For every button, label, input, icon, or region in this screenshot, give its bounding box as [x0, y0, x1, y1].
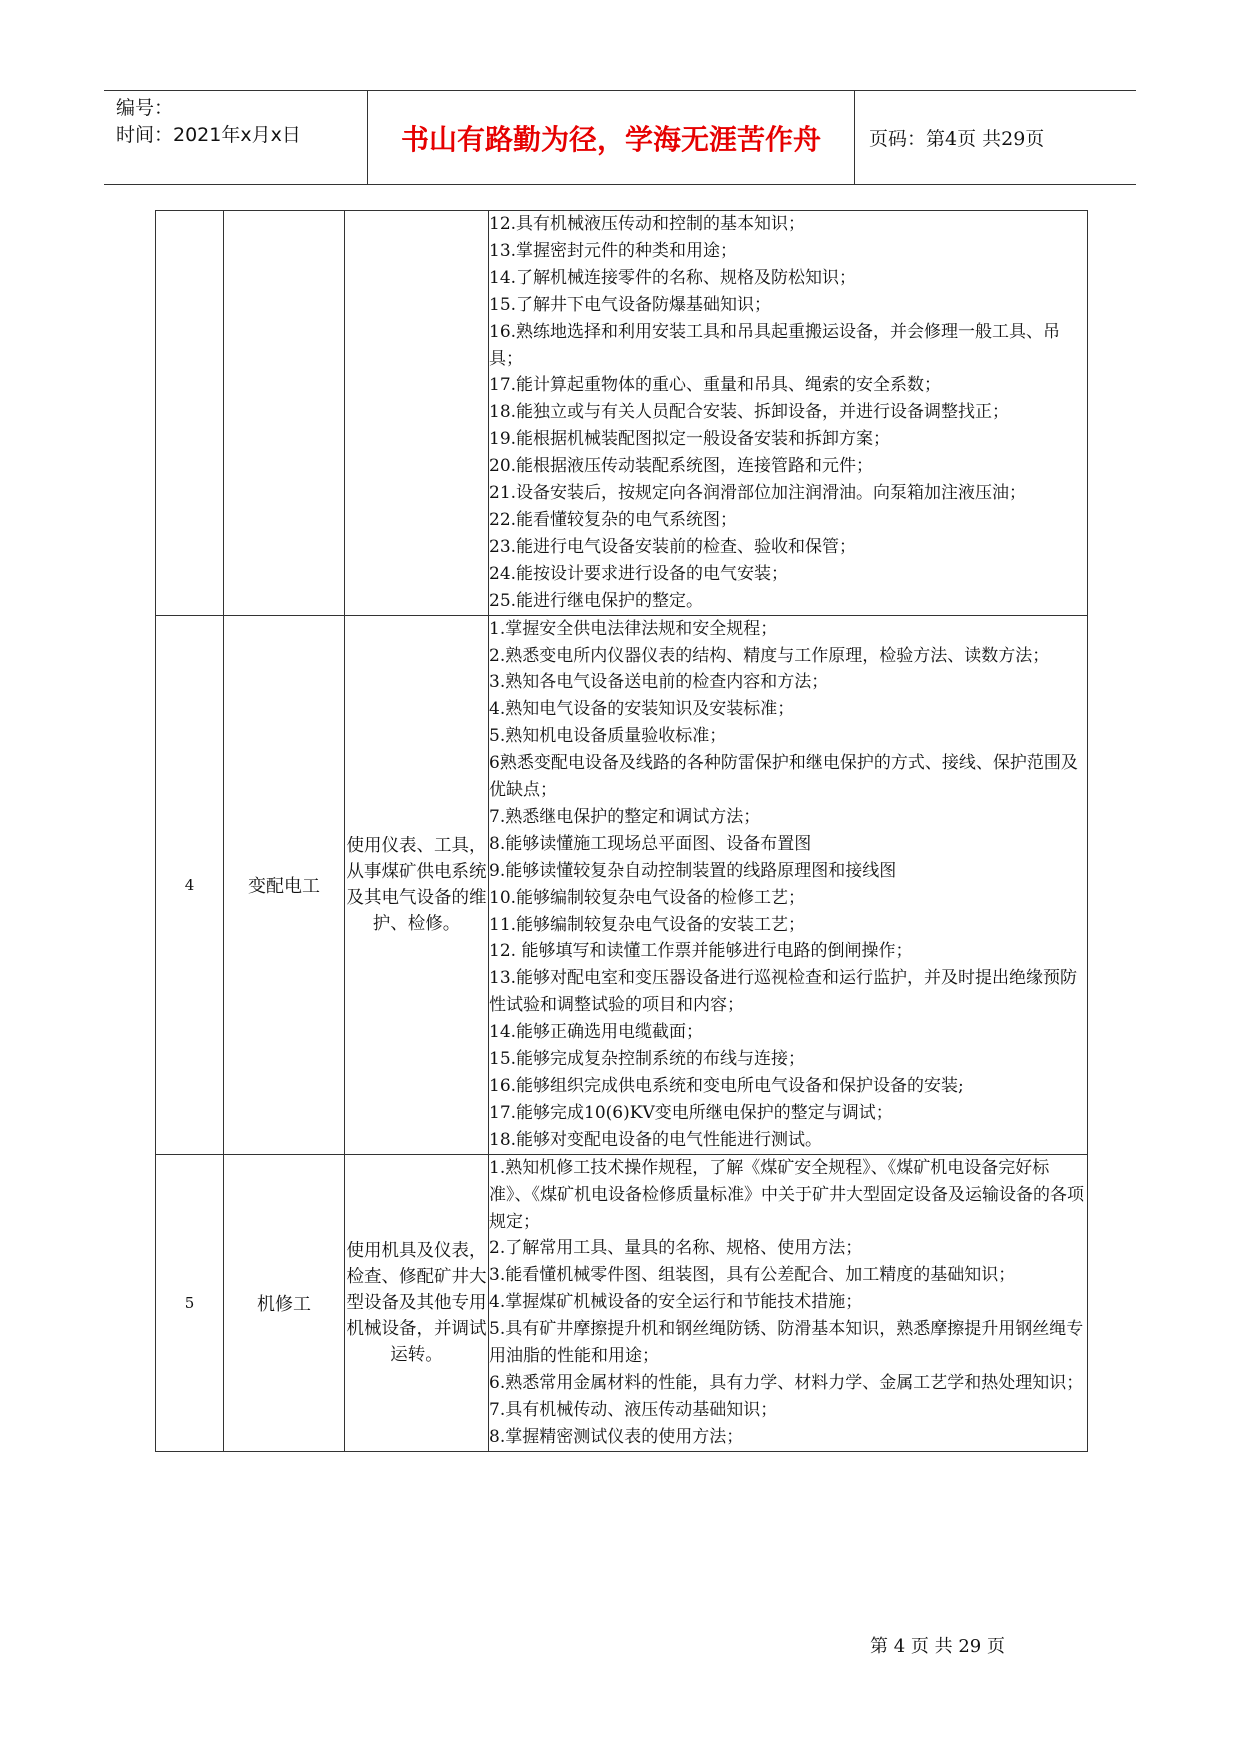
- requirement-item: 10.能够编制较复杂电气设备的检修工艺；: [489, 887, 806, 908]
- job-requirements-table: [155, 210, 1088, 1452]
- job-description: [345, 211, 489, 616]
- requirement-item: 23.能进行电气设备安装前的检查、验收和保管；: [489, 536, 857, 557]
- row-number: [156, 211, 224, 616]
- requirement-item: 24.能按设计要求进行设备的电气安装；: [489, 563, 789, 584]
- requirement-item: 6熟悉变配电设备及线路的各种防雷保护和继电保护的方式、接线、保护范围及优缺点；: [489, 753, 1078, 801]
- header-page-label: 页码：第4页 共29页: [869, 128, 1045, 150]
- requirement-item: 1.掌握安全供电法律法规和安全规程；: [489, 618, 778, 639]
- requirement-item: 14.了解机械连接零件的名称、规格及防松知识；: [489, 267, 857, 288]
- requirement-item: 1.熟知机修工技术操作规程，了解《煤矿安全规程》、《煤矿机电设备完好标准》、《煤矿机电设备检修质量标准》中关于矿井大型固定设备及运输设备的各项规定；: [489, 1157, 1084, 1232]
- requirement-item: 9.能够读懂较复杂自动控制装置的线路原理图和接线图: [489, 860, 897, 881]
- requirement-item: 21.设备安装后，按规定向各润滑部位加注润滑油。向泵箱加注液压油；: [489, 483, 1027, 504]
- table-row: [156, 1154, 1088, 1451]
- job-name: 变配电工: [224, 615, 345, 1154]
- requirement-item: 18.能够对变配电设备的电气性能进行测试。: [489, 1129, 823, 1150]
- requirement-item: 19.能根据机械装配图拟定一般设备安装和拆卸方案；: [489, 429, 891, 450]
- time-label: 时间：2021年x月x日: [116, 124, 301, 146]
- requirement-item: 3.熟知各电气设备送电前的检查内容和方法；: [489, 672, 829, 693]
- requirement-item: 15.了解井下电气设备防爆基础知识；: [489, 294, 772, 315]
- table-row: [156, 615, 1088, 1154]
- requirements-cell: [489, 1154, 1088, 1451]
- page-header: [104, 90, 1136, 185]
- requirement-item: 18.能独立或与有关人员配合安装、拆卸设备，并进行设备调整找正；: [489, 402, 1010, 423]
- requirement-item: 2.熟悉变电所内仪器仪表的结构、精度与工作原理，检验方法、读数方法；: [489, 645, 1050, 666]
- page-footer: 第 4 页 共 29 页: [870, 1636, 1005, 1657]
- motto: 书山有路勤为径，学海无涯苦作舟: [368, 91, 855, 184]
- requirement-item: 20.能根据液压传动装配系统图，连接管路和元件；: [489, 456, 874, 477]
- requirement-item: 16.能够组织完成供电系统和变电所电气设备和保护设备的安装;: [489, 1076, 964, 1096]
- header-left-cell: [104, 91, 368, 184]
- requirement-item: 16.熟练地选择和利用安装工具和吊具起重搬运设备，并会修理一般工具、吊具；: [489, 321, 1061, 369]
- requirement-item: 8.能够读懂施工现场总平面图、设备布置图: [489, 833, 812, 854]
- job-description: 使用机具及仪表，检查、修配矿井大型设备及其他专用机械设备，并调试运转。: [345, 1154, 489, 1451]
- job-name: [224, 211, 345, 616]
- table-row: [156, 211, 1088, 616]
- requirement-item: 5.熟知机电设备质量验收标准；: [489, 726, 727, 747]
- requirement-item: 17.能计算起重物体的重心、重量和吊具、绳索的安全系数；: [489, 375, 942, 396]
- row-number: 5: [156, 1154, 224, 1451]
- requirement-item: 15.能够完成复杂控制系统的布线与连接；: [489, 1049, 806, 1070]
- job-description: 使用仪表、工具，从事煤矿供电系统及其电气设备的维护、检修。: [345, 615, 489, 1154]
- requirements-cell: [489, 615, 1088, 1154]
- requirement-item: 8.掌握精密测试仪表的使用方法；: [489, 1426, 744, 1447]
- requirement-item: 7.熟悉继电保护的整定和调试方法；: [489, 806, 761, 827]
- row-number: 4: [156, 615, 224, 1154]
- job-name: 机修工: [224, 1154, 345, 1451]
- requirement-item: 13.能够对配电室和变压器设备进行巡视检查和运行监护，并及时提出绝缘预防性试验和调整试验的项目和内容；: [489, 968, 1078, 1016]
- requirement-item: 22.能看懂较复杂的电气系统图；: [489, 509, 738, 530]
- requirement-item: 11.能够编制较复杂电气设备的安装工艺；: [489, 914, 806, 935]
- requirement-item: 17.能够完成10(6)KV变电所继电保护的整定与调试；: [489, 1102, 893, 1123]
- requirement-item: 3.能看懂机械零件图、组装图，具有公差配合、加工精度的基础知识；: [489, 1265, 1016, 1286]
- requirement-item: 12.具有机械液压传动和控制的基本知识；: [489, 214, 806, 234]
- requirement-item: 6.熟悉常用金属材料的性能，具有力学、材料力学、金属工艺学和热处理知识；: [489, 1372, 1084, 1393]
- requirement-item: 12. 能够填写和读懂工作票并能够进行电路的倒闸操作；: [489, 941, 913, 962]
- requirement-item: 13.掌握密封元件的种类和用途；: [489, 240, 738, 261]
- requirement-item: 2.了解常用工具、量具的名称、规格、使用方法；: [489, 1238, 863, 1259]
- requirements-cell: [489, 211, 1088, 616]
- serial-number-label: 编号：: [116, 97, 174, 119]
- requirement-item: 14.能够正确选用电缆截面；: [489, 1022, 704, 1043]
- requirement-item: 25.能进行继电保护的整定。: [489, 590, 704, 611]
- requirement-item: 4.熟知电气设备的安装知识及安装标准；: [489, 699, 795, 720]
- requirement-item: 4.掌握煤矿机械设备的安全运行和节能技术措施；: [489, 1292, 863, 1313]
- requirement-item: 5.具有矿井摩擦提升机和钢丝绳防锈、防滑基本知识，熟悉摩擦提升用钢丝绳专用油脂的性能和用途；: [489, 1319, 1084, 1367]
- requirement-item: 7.具有机械传动、液压传动基础知识；: [489, 1399, 778, 1420]
